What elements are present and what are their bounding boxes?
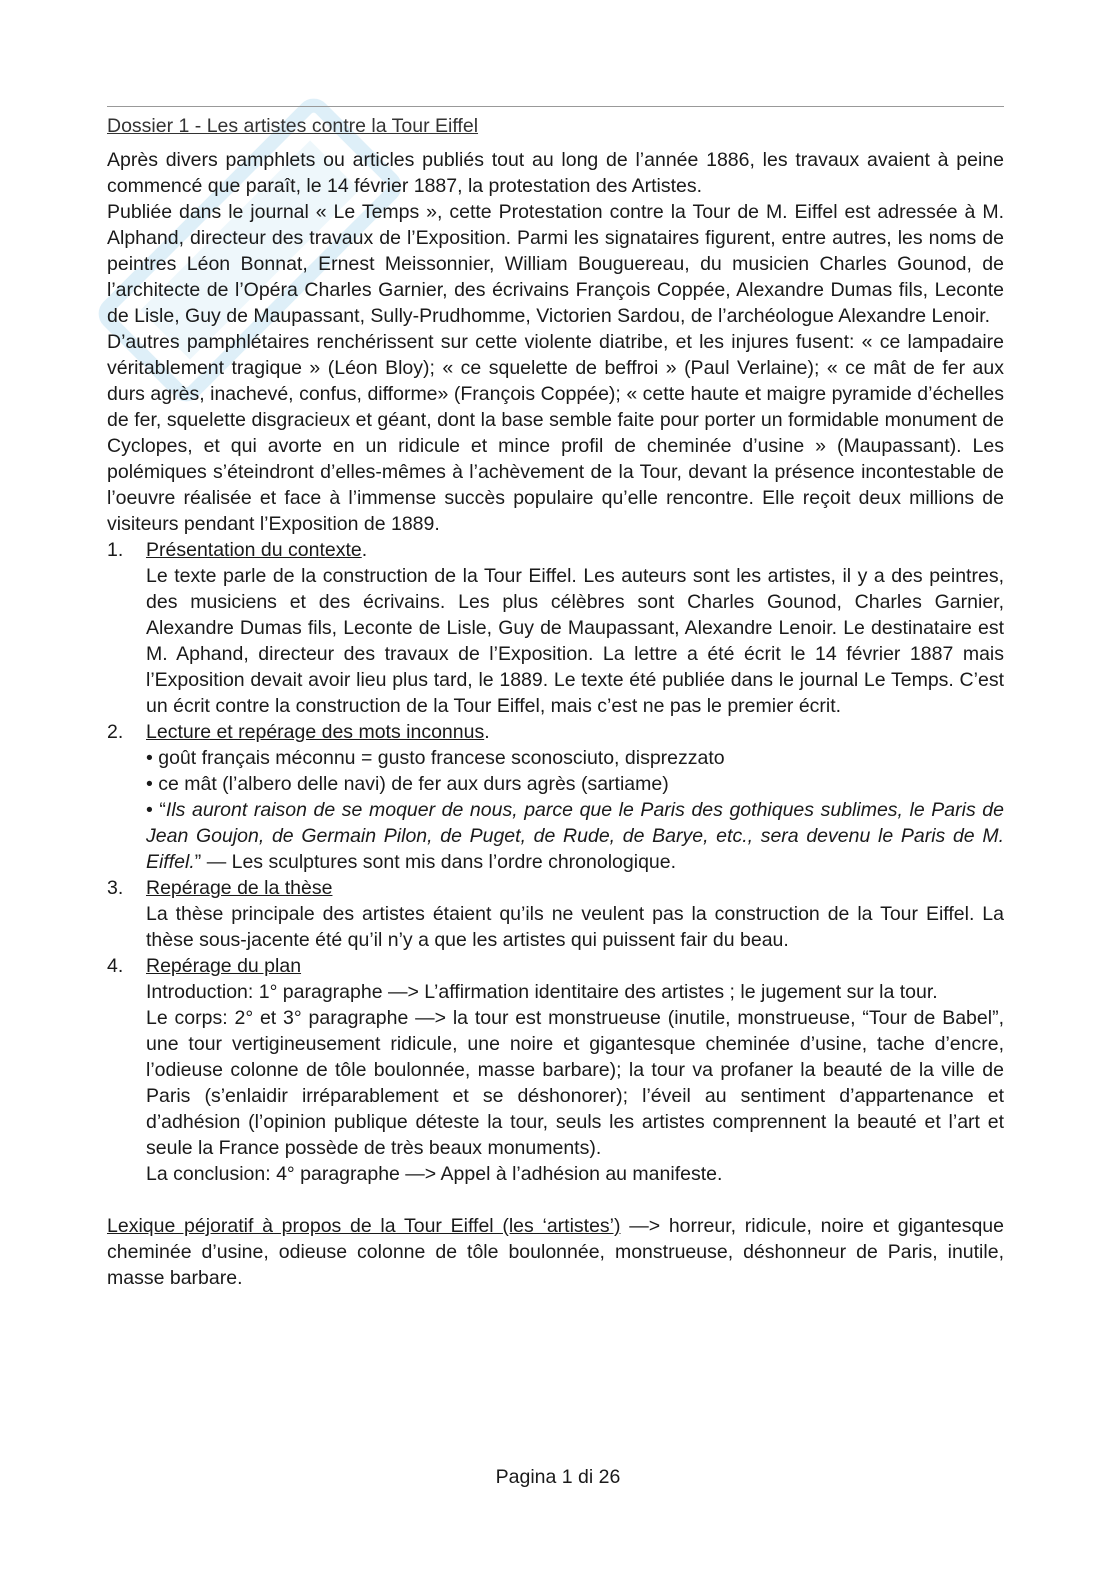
plan-corps: Le corps: 2° et 3° paragraphe —> la tour est monstrueuse (inutile, monstrueuse, “Tour de Babel”, une tour vertigineusement ridicule, une noire et gigantesque cheminée d’usine, tache d’encre, l’odieuse colonne de tôle boulonnée, masse barbare); la tour va profaner la beauté de la ville de Paris (s’enlaidir irréparablement et se déshonorer); l’éveil au sentiment d’appartenance et d’adhésion (l’opinion publique déteste la tour, seuls les artistes comprennent la beauté et l’art et seule la France possède de très beaux monuments). xyxy=(146,1007,1004,1159)
section-item xyxy=(107,537,1004,719)
section-number: 2. xyxy=(107,721,124,743)
section-text: Le texte parle de la construction de la Tour Eiffel. Les auteurs sont les artistes, il y a des peintres, des musiciens et des écrivains. Les plus célèbres sont Charles Gounod, Charles Garnier, Alexandre Dumas fils, Leconte de Lisle, Guy de Maupassant, Alexandre Lenoir. Le destinataire est M. Aphand, directeur des travaux de l’Exposition. La lettre a été écrit le 14 février 1887 mais l’Exposition devait avoir lieu plus tard, le 1889. Le texte été publiée dans le journal Le Temps. C’est un écrit contre la construction de la Tour Eiffel, mais c’est ne pas le premier écrit. xyxy=(146,565,1004,717)
section-heading: Repérage de la thèse xyxy=(146,877,333,899)
section-heading: Repérage du plan xyxy=(146,955,302,977)
bullet-item xyxy=(146,797,1004,875)
lexique-text: —> horreur, ridicule, noire et gigantesque cheminée d’usine, odieuse colonne de tôle boulonnée, monstrueuse, déshonneur de Paris, inutile, masse barbare. xyxy=(107,1215,1004,1289)
section-number: 4. xyxy=(107,955,124,977)
section-heading: Présentation du contexte xyxy=(146,539,362,561)
section-number: 3. xyxy=(107,877,124,899)
plan-introduction: Introduction: 1° paragraphe —> L’affirmation identitaire des artistes ; le jugement sur la tour. xyxy=(146,981,938,1003)
section-item xyxy=(107,719,1004,875)
section-item xyxy=(107,953,1004,1187)
header-rule xyxy=(107,106,1004,107)
section-item xyxy=(107,875,1004,953)
plan-conclusion: La conclusion: 4° paragraphe —> Appel à l’adhésion au manifeste. xyxy=(146,1163,723,1185)
section-list xyxy=(107,537,1004,1187)
lexique-paragraph xyxy=(107,1213,1004,1291)
heading-suffix: . xyxy=(484,721,490,743)
document-body xyxy=(107,147,1004,1291)
quote-comment: ” — Les sculptures sont mis dans l’ordre chronologique. xyxy=(194,851,677,873)
quote-text: Ils auront raison de se moquer de nous, parce que le Paris des gothiques sublimes, le Paris de Jean Goujon, de Germain Pilon, de Puget, de Rude, de Barye, etc., sera devenu le Paris de M. Eiffel. xyxy=(146,799,1004,873)
section-text: La thèse principale des artistes étaient qu’ils ne veulent pas la construction de la Tour Eiffel. La thèse sous-jacente été qu’il n’y a que les artistes qui puissent fair du beau. xyxy=(146,903,1004,951)
section-heading: Lecture et repérage des mots inconnus xyxy=(146,721,485,743)
bullet-item: • goût français méconnu = gusto francese sconosciuto, disprezzato xyxy=(146,747,725,769)
bullet-item: • ce mât (l’albero delle navi) de fer aux durs agrès (sartiame) xyxy=(146,773,669,795)
lexique-label: Lexique péjoratif à propos de la Tour Eiffel (les ‘artistes’) xyxy=(107,1215,621,1237)
intro-paragraph: Publiée dans le journal « Le Temps », cette Protestation contre la Tour de M. Eiffel est adressée à M. Alphand, directeur des travaux de l’Exposition. Parmi les signataires figurent, entre autres, les noms de peintres Léon Bonnat, Ernest Meissonnier, William Bouguereau, du musicien Charles Gounod, de l’architecte de l’Opéra Charles Garnier, des écrivains François Coppée, Alexandre Dumas fils, Leconte de Lisle, Guy de Maupassant, Sully-Prudhomme, Victorien Sardou, de l’archéologue Alexandre Lenoir. xyxy=(107,201,1004,327)
spacer xyxy=(107,1187,1004,1213)
page-number: Pagina 1 di 26 xyxy=(495,1466,621,1488)
intro-paragraph: D’autres pamphlétaires renchérissent sur cette violente diatribe, et les injures fusent: « ce lampadaire véritablement tragique » (Léon Bloy); « ce squelette de beffroi » (Paul Verlaine); « ce mât de fer aux durs agrès, inachevé, confus, difforme» (François Coppée); « cette haute et maigre pyramide d’échelles de fer, squelette disgracieux et géant, dont la base semble faite pour porter un formidable monument de Cyclopes, et qui avorte en un ridicule et mince profil de cheminée d’usine » (Maupassant). Les polémiques s’éteindront d’elles-mêmes à l’achèvement de la Tour, devant la présence incontestable de l’oeuvre réalisée et face à l’immense succès populaire qu’elle rencontre. Elle reçoit deux millions de visiteurs pendant l’Exposition de 1889. xyxy=(107,331,1004,535)
section-number: 1. xyxy=(107,539,124,561)
dossier-title: Dossier 1 - Les artistes contre la Tour Eiffel xyxy=(107,115,479,137)
heading-suffix: . xyxy=(361,539,368,561)
intro-paragraph: Après divers pamphlets ou articles publiés tout au long de l’année 1886, les travaux avaient à peine commencé que paraît, le 14 février 1887, la protestation des Artistes. xyxy=(107,149,1004,197)
quote-open: • “ xyxy=(146,799,166,821)
